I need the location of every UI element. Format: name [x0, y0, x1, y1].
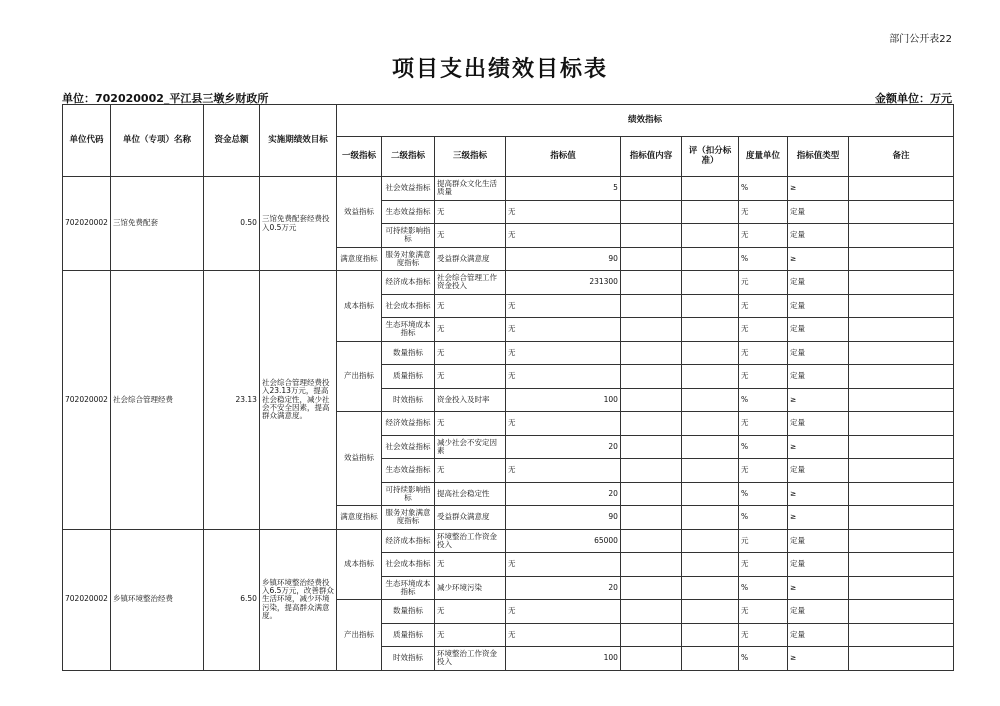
- level2-indicator: 生态环境成本指标: [381, 318, 434, 342]
- value-type: 定量: [787, 623, 848, 647]
- measure-unit: %: [738, 435, 787, 459]
- value-type: ≥: [787, 576, 848, 600]
- level2-indicator: 服务对象满意度指标: [381, 506, 434, 530]
- indicator-value: 5: [505, 177, 620, 201]
- level3-indicator: 社会综合管理工作资金投入: [434, 271, 505, 295]
- unit-label: 单位：702020002_平江县三墩乡财政所: [62, 92, 269, 105]
- level3-indicator: 无: [434, 341, 505, 365]
- note: [848, 435, 953, 459]
- level1-indicator: 效益指标: [336, 177, 381, 248]
- level3-indicator: 提高社会稳定性: [434, 482, 505, 506]
- project-code: 702020002: [63, 271, 111, 530]
- measure-unit: %: [738, 647, 787, 671]
- score-standard: [681, 459, 738, 483]
- project-goal: 乡镇环境整治经费投入6.5万元，改善群众生活环境，减少环境污染，提高群众满意度。: [259, 529, 336, 670]
- level2-indicator: 生态环境成本指标: [381, 576, 434, 600]
- project-goal: 社会综合管理经费投入23.13万元，提高社会稳定性，减少社会不安全因素，提高群众满意度。: [259, 271, 336, 530]
- level1-indicator: 成本指标: [336, 271, 381, 342]
- table-row: [63, 529, 954, 553]
- value-type: 定量: [787, 341, 848, 365]
- value-type: 定量: [787, 294, 848, 318]
- note: [848, 576, 953, 600]
- note: [848, 224, 953, 248]
- level3-indicator: 减少环境污染: [434, 576, 505, 600]
- score-standard: [681, 506, 738, 530]
- indicator-value: 无: [505, 553, 620, 577]
- measure-unit: 无: [738, 623, 787, 647]
- measure-unit: 元: [738, 271, 787, 295]
- header-level1: 一级指标: [336, 137, 381, 177]
- note: [848, 529, 953, 553]
- level2-indicator: 时效指标: [381, 388, 434, 412]
- header-code: 单位代码: [63, 105, 111, 177]
- indicator-value: 100: [505, 388, 620, 412]
- score-standard: [681, 294, 738, 318]
- indicator-value: 无: [505, 341, 620, 365]
- header-value: 指标值: [505, 137, 620, 177]
- indicator-value-content: [620, 318, 681, 342]
- header-score: 评（扣分标准）: [681, 137, 738, 177]
- score-standard: [681, 200, 738, 224]
- table-row: [63, 271, 954, 295]
- level3-indicator: 无: [434, 224, 505, 248]
- indicator-value: 231300: [505, 271, 620, 295]
- level2-indicator: 可持续影响指标: [381, 482, 434, 506]
- note: [848, 482, 953, 506]
- indicator-value-content: [620, 482, 681, 506]
- indicator-value-content: [620, 623, 681, 647]
- project-total: 23.13: [203, 271, 259, 530]
- measure-unit: %: [738, 388, 787, 412]
- value-type: 定量: [787, 529, 848, 553]
- indicator-value: 90: [505, 506, 620, 530]
- value-type: 定量: [787, 224, 848, 248]
- measure-unit: %: [738, 506, 787, 530]
- indicator-value-content: [620, 506, 681, 530]
- score-standard: [681, 247, 738, 271]
- indicator-value: 无: [505, 200, 620, 224]
- header-note: 备注: [848, 137, 953, 177]
- level3-indicator: 受益群众满意度: [434, 506, 505, 530]
- measure-unit: 无: [738, 294, 787, 318]
- indicator-value-content: [620, 529, 681, 553]
- indicator-value-content: [620, 294, 681, 318]
- score-standard: [681, 341, 738, 365]
- indicator-value-content: [620, 271, 681, 295]
- score-standard: [681, 482, 738, 506]
- measure-unit: 无: [738, 224, 787, 248]
- header-value-content: 指标值内容: [620, 137, 681, 177]
- measure-unit: %: [738, 576, 787, 600]
- note: [848, 294, 953, 318]
- project-code: 702020002: [63, 529, 111, 670]
- level1-indicator: 成本指标: [336, 529, 381, 600]
- level3-indicator: 资金投入及时率: [434, 388, 505, 412]
- note: [848, 247, 953, 271]
- level3-indicator: 提高群众文化生活质量: [434, 177, 505, 201]
- level2-indicator: 服务对象满意度指标: [381, 247, 434, 271]
- level3-indicator: 无: [434, 412, 505, 436]
- level3-indicator: 受益群众满意度: [434, 247, 505, 271]
- level3-indicator: 无: [434, 200, 505, 224]
- indicator-value: 100: [505, 647, 620, 671]
- indicator-value-content: [620, 576, 681, 600]
- level1-indicator: 满意度指标: [336, 506, 381, 530]
- header-level2: 二级指标: [381, 137, 434, 177]
- header-measure-unit: 度量单位: [738, 137, 787, 177]
- level3-indicator: 无: [434, 553, 505, 577]
- indicator-value-content: [620, 224, 681, 248]
- value-type: ≥: [787, 435, 848, 459]
- value-type: 定量: [787, 412, 848, 436]
- score-standard: [681, 553, 738, 577]
- score-standard: [681, 224, 738, 248]
- note: [848, 412, 953, 436]
- performance-table: [62, 104, 954, 671]
- value-type: 定量: [787, 600, 848, 624]
- measure-unit: %: [738, 177, 787, 201]
- score-standard: [681, 647, 738, 671]
- note: [848, 341, 953, 365]
- project-total: 0.50: [203, 177, 259, 271]
- measure-unit: 无: [738, 553, 787, 577]
- measure-unit: 无: [738, 341, 787, 365]
- level1-indicator: 产出指标: [336, 341, 381, 412]
- header-performance: 绩效指标: [336, 105, 953, 137]
- indicator-value-content: [620, 247, 681, 271]
- score-standard: [681, 365, 738, 389]
- measure-unit: 无: [738, 200, 787, 224]
- level3-indicator: 无: [434, 623, 505, 647]
- value-type: ≥: [787, 247, 848, 271]
- header-name: 单位（专项）名称: [110, 105, 203, 177]
- score-standard: [681, 177, 738, 201]
- score-standard: [681, 388, 738, 412]
- score-standard: [681, 435, 738, 459]
- measure-unit: %: [738, 482, 787, 506]
- level2-indicator: 生态效益指标: [381, 459, 434, 483]
- score-standard: [681, 623, 738, 647]
- header-row-1: [63, 105, 954, 137]
- value-type: ≥: [787, 177, 848, 201]
- level1-indicator: 满意度指标: [336, 247, 381, 271]
- level3-indicator: 减少社会不安定因素: [434, 435, 505, 459]
- indicator-value-content: [620, 388, 681, 412]
- level2-indicator: 社会效益指标: [381, 435, 434, 459]
- level2-indicator: 社会效益指标: [381, 177, 434, 201]
- level2-indicator: 生态效益指标: [381, 200, 434, 224]
- value-type: ≥: [787, 388, 848, 412]
- level1-indicator: 产出指标: [336, 600, 381, 671]
- score-standard: [681, 529, 738, 553]
- indicator-value-content: [620, 647, 681, 671]
- value-type: 定量: [787, 365, 848, 389]
- level2-indicator: 数量指标: [381, 341, 434, 365]
- project-name: 乡镇环境整治经费: [110, 529, 203, 670]
- table-row: [63, 177, 954, 201]
- indicator-value: 无: [505, 224, 620, 248]
- indicator-value-content: [620, 412, 681, 436]
- note: [848, 318, 953, 342]
- indicator-value: 90: [505, 247, 620, 271]
- value-type: ≥: [787, 506, 848, 530]
- level3-indicator: 无: [434, 294, 505, 318]
- measure-unit: 无: [738, 318, 787, 342]
- level2-indicator: 社会成本指标: [381, 553, 434, 577]
- value-type: 定量: [787, 459, 848, 483]
- value-type: 定量: [787, 200, 848, 224]
- indicator-value-content: [620, 459, 681, 483]
- page-title: 项目支出绩效目标表: [391, 57, 608, 82]
- level3-indicator: 无: [434, 365, 505, 389]
- note: [848, 388, 953, 412]
- indicator-value: 无: [505, 623, 620, 647]
- project-goal: 三馆免费配套经费投入0.5万元: [259, 177, 336, 271]
- indicator-value: 无: [505, 318, 620, 342]
- indicator-value-content: [620, 200, 681, 224]
- level3-indicator: 环境整治工作资金投入: [434, 647, 505, 671]
- score-standard: [681, 271, 738, 295]
- project-total: 6.50: [203, 529, 259, 670]
- note: [848, 623, 953, 647]
- level3-indicator: 无: [434, 600, 505, 624]
- measure-unit: 无: [738, 412, 787, 436]
- measure-unit: 无: [738, 459, 787, 483]
- level1-indicator: 效益指标: [336, 412, 381, 506]
- amount-unit-label: 金额单位：万元: [875, 92, 952, 105]
- indicator-value: 20: [505, 482, 620, 506]
- note: [848, 200, 953, 224]
- indicator-value-content: [620, 341, 681, 365]
- indicator-value: 65000: [505, 529, 620, 553]
- indicator-value-content: [620, 600, 681, 624]
- note: [848, 553, 953, 577]
- level2-indicator: 经济效益指标: [381, 412, 434, 436]
- level2-indicator: 经济成本指标: [381, 271, 434, 295]
- project-code: 702020002: [63, 177, 111, 271]
- measure-unit: %: [738, 247, 787, 271]
- note: [848, 459, 953, 483]
- note: [848, 177, 953, 201]
- value-type: 定量: [787, 271, 848, 295]
- score-standard: [681, 318, 738, 342]
- note: [848, 365, 953, 389]
- score-standard: [681, 576, 738, 600]
- level3-indicator: 无: [434, 318, 505, 342]
- measure-unit: 元: [738, 529, 787, 553]
- header-value-type: 指标值类型: [787, 137, 848, 177]
- value-type: ≥: [787, 647, 848, 671]
- indicator-value-content: [620, 553, 681, 577]
- indicator-value: 无: [505, 365, 620, 389]
- note: [848, 647, 953, 671]
- level2-indicator: 数量指标: [381, 600, 434, 624]
- level2-indicator: 社会成本指标: [381, 294, 434, 318]
- value-type: 定量: [787, 553, 848, 577]
- value-type: 定量: [787, 318, 848, 342]
- measure-unit: 无: [738, 600, 787, 624]
- level2-indicator: 质量指标: [381, 365, 434, 389]
- level2-indicator: 时效指标: [381, 647, 434, 671]
- score-standard: [681, 412, 738, 436]
- indicator-value: 无: [505, 600, 620, 624]
- level3-indicator: 无: [434, 459, 505, 483]
- project-name: 社会综合管理经费: [110, 271, 203, 530]
- score-standard: [681, 600, 738, 624]
- indicator-value-content: [620, 365, 681, 389]
- indicator-value-content: [620, 177, 681, 201]
- measure-unit: 无: [738, 365, 787, 389]
- page-number: 部门公开表22: [889, 34, 952, 45]
- header-total: 资金总额: [203, 105, 259, 177]
- level2-indicator: 可持续影响指标: [381, 224, 434, 248]
- header-goal: 实施期绩效目标: [259, 105, 336, 177]
- indicator-value: 20: [505, 576, 620, 600]
- header-level3: 三级指标: [434, 137, 505, 177]
- indicator-value: 无: [505, 294, 620, 318]
- value-type: ≥: [787, 482, 848, 506]
- indicator-value: 无: [505, 459, 620, 483]
- level2-indicator: 经济成本指标: [381, 529, 434, 553]
- note: [848, 506, 953, 530]
- note: [848, 271, 953, 295]
- note: [848, 600, 953, 624]
- indicator-value: 20: [505, 435, 620, 459]
- project-name: 三馆免费配套: [110, 177, 203, 271]
- indicator-value: 无: [505, 412, 620, 436]
- indicator-value-content: [620, 435, 681, 459]
- level2-indicator: 质量指标: [381, 623, 434, 647]
- level3-indicator: 环境整治工作资金投入: [434, 529, 505, 553]
